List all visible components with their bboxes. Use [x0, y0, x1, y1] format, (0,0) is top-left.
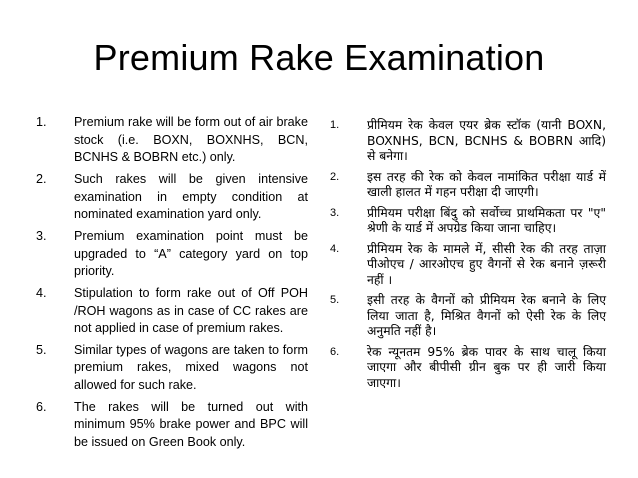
item-text: The rakes will be turned out with minimum 95% brake power and BPC will be issued on Green Book only. [74, 399, 308, 450]
list-item [36, 114, 308, 167]
list-item [330, 118, 606, 165]
list-item [36, 342, 308, 395]
slide-title: Premium Rake Examination [93, 37, 545, 78]
item-text: इसी तरह के वैगनों को प्रीमियम रेक बनाने के लिए लिया जाता है, मिश्रित वैगनों को ऐसी रेक के लिए अनुमति नहीं है। [367, 293, 606, 339]
item-number: 4. [36, 285, 47, 300]
item-text: प्रीमियम रेक केवल एयर ब्रेक स्टॉक (यानी BOXN, BOXNHS, BCN, BCNHS & BOBRN आदि) से बनेगा। [367, 118, 606, 164]
english-list [36, 114, 308, 452]
item-number: 1. [36, 115, 47, 129]
item-number: 5. [330, 294, 340, 307]
english-column [36, 114, 308, 456]
item-text: Premium examination point must be upgraded to “A” category yard on top priority. [74, 228, 308, 279]
item-text: Similar types of wagons are taken to form premium rakes, mixed wagons not allowed for such rake. [74, 342, 308, 393]
item-number: 5. [36, 342, 47, 357]
item-text: रेक न्यूनतम 95% ब्रेक पावर के साथ चालू किया जाएगा और बीपीसी ग्रीन बुक पर ही जारी किया जाएगा। [367, 344, 606, 390]
item-number: 6. [330, 345, 340, 358]
item-text: Premium rake will be form out of air brake stock (i.e. BOXN, BOXNHS, BCN, BCNHS & BOBRN etc.) only. [74, 115, 308, 165]
list-item [330, 293, 606, 340]
list-item [36, 171, 308, 224]
hindi-column [330, 118, 606, 396]
hindi-list [330, 118, 606, 391]
list-item [36, 285, 308, 338]
item-number: 1. [330, 119, 340, 131]
list-item [330, 170, 606, 201]
list-item [330, 242, 606, 289]
item-number: 2. [36, 171, 47, 186]
list-item [330, 206, 606, 237]
item-number: 3. [330, 206, 340, 219]
item-number: 2. [330, 170, 340, 183]
item-number: 3. [36, 228, 47, 243]
item-number: 6. [36, 399, 47, 414]
item-number: 4. [330, 242, 340, 255]
list-item [330, 345, 606, 392]
item-text: इस तरह की रेक को केवल नामांकित परीक्षा यार्ड में खाली हालत में गहन परीक्षा दी जाएगी। [367, 169, 606, 200]
list-item [36, 228, 308, 281]
item-text: प्रीमियम परीक्षा बिंदु को सर्वोच्च प्राथमिकता पर "ए" श्रेणी के यार्ड में अपग्रेड किया जाना चाहिए। [367, 205, 606, 236]
list-item [36, 399, 308, 452]
item-text: Stipulation to form rake out of Off POH /ROH wagons as in case of CC rakes are not applied in case of premium rakes. [74, 285, 308, 336]
item-text: Such rakes will be given intensive examination in empty condition at nominated examination yard only. [74, 171, 308, 222]
item-text: प्रीमियम रेक के मामले में, सीसी रेक की तरह ताज़ा पीओएच / आरओएच हुए वैगनों से रेक बनाने ज़रूरी नहीं । [367, 241, 606, 287]
